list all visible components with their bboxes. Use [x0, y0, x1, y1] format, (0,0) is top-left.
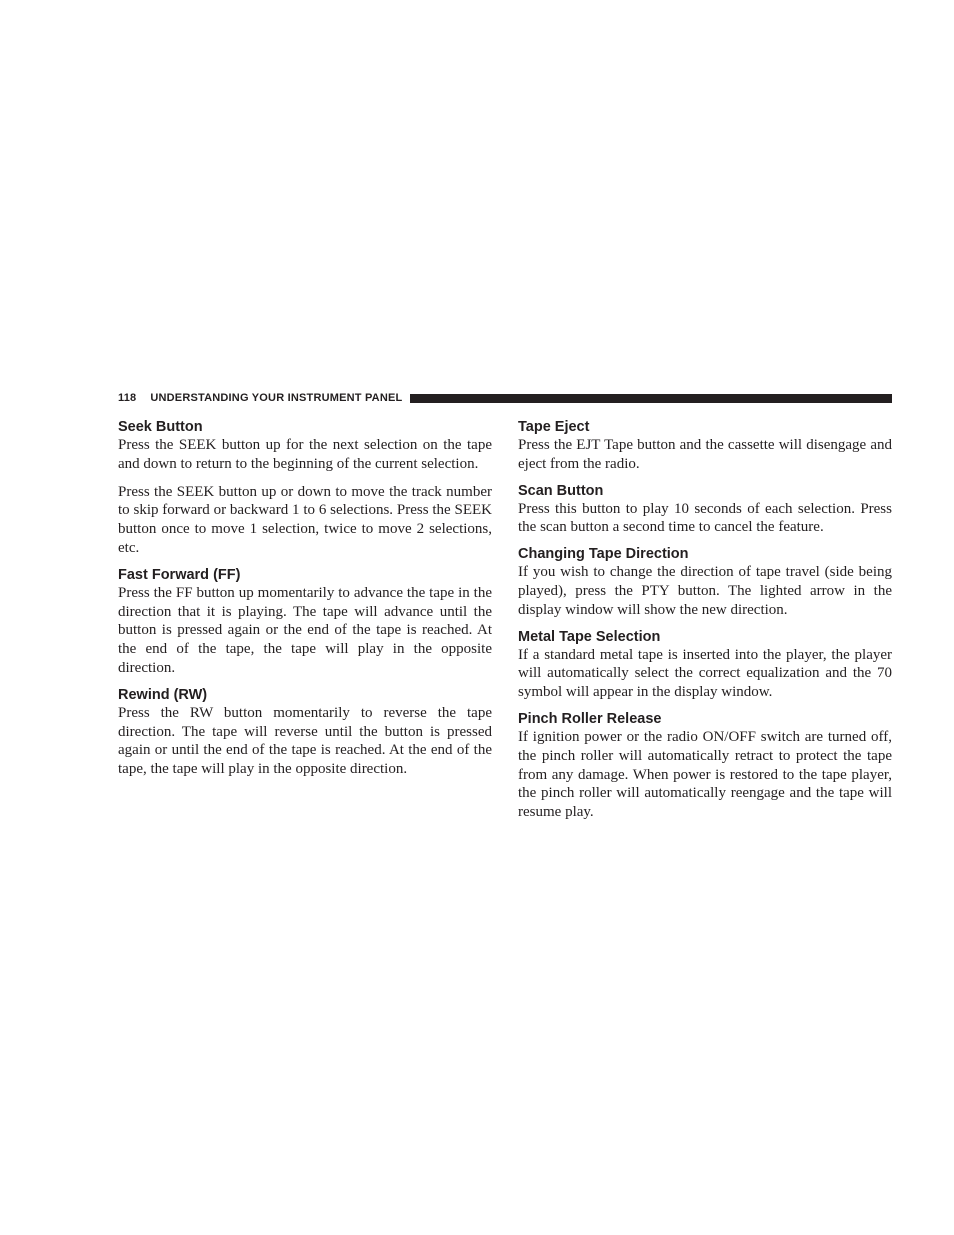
body-paragraph: Press the SEEK button up or down to move the track number to skip forward or backward 1 to 6 selections. Press the SEEK button once to move 1 selection, twice to move 2 selections, etc.	[118, 483, 492, 556]
body-paragraph: Press the SEEK button up for the next selection on the tape and down to return to the beginning of the current selection.	[118, 437, 492, 472]
metal-tape-selection-section	[518, 628, 892, 702]
section-heading: Fast Forward (FF)	[118, 566, 241, 583]
section-heading: Rewind (RW)	[118, 686, 208, 703]
header-rule	[410, 394, 892, 403]
section-heading: Tape Eject	[518, 419, 590, 435]
section-heading: Seek Button	[118, 419, 203, 435]
body-paragraph: If a standard metal tape is inserted into the player, the player will automatically select the correct equalization and the 70 symbol will appear in the display window.	[518, 646, 892, 701]
page-number: 118	[118, 392, 137, 404]
seek-button-section	[118, 418, 492, 558]
body-paragraph: Press the EJT Tape button and the cassette will disengage and eject from the radio.	[518, 437, 892, 472]
changing-tape-direction-section	[518, 545, 892, 619]
tape-eject-section	[518, 418, 892, 474]
section-heading: Scan Button	[518, 482, 604, 499]
body-paragraph: Press the RW button momentarily to reverse the tape direction. The tape will reverse until the button is pressed again or until the end of the tape is reached. At the end of the tape, the tape will play in the opposite direction.	[118, 704, 492, 778]
scan-button-section	[518, 482, 892, 538]
section-heading: Changing Tape Direction	[518, 546, 689, 563]
section-heading: Metal Tape Selection	[518, 628, 661, 645]
body-paragraph: Press the FF button up momentarily to advance the tape in the direction that it is playing. The tape will advance until the button is pressed again or the end of the tape is reached. At the end of the tape, the tape will play in the opposite direction.	[118, 584, 492, 676]
section-heading: Pinch Roller Release	[518, 710, 662, 727]
right-column	[518, 418, 892, 822]
fast-forward-section	[118, 566, 492, 678]
body-paragraph: If ignition power or the radio ON/OFF switch are turned off, the pinch roller will automatically retract to protect the tape from any damage. When power is restored to the tape player, the pinch roller will automatically reengage and the tape will resume play.	[518, 728, 892, 821]
body-paragraph: If you wish to change the direction of tape travel (side being played), press the PTY button. The lighted arrow in the display window will show the new direction.	[518, 564, 892, 618]
rewind-section	[118, 686, 492, 779]
pinch-roller-release-section	[518, 710, 892, 822]
page-header	[118, 391, 892, 405]
section-title: UNDERSTANDING YOUR INSTRUMENT PANEL	[150, 392, 403, 404]
left-column	[118, 418, 492, 779]
body-paragraph: Press this button to play 10 seconds of each selection. Press the scan button a second time to cancel the feature.	[518, 500, 892, 536]
